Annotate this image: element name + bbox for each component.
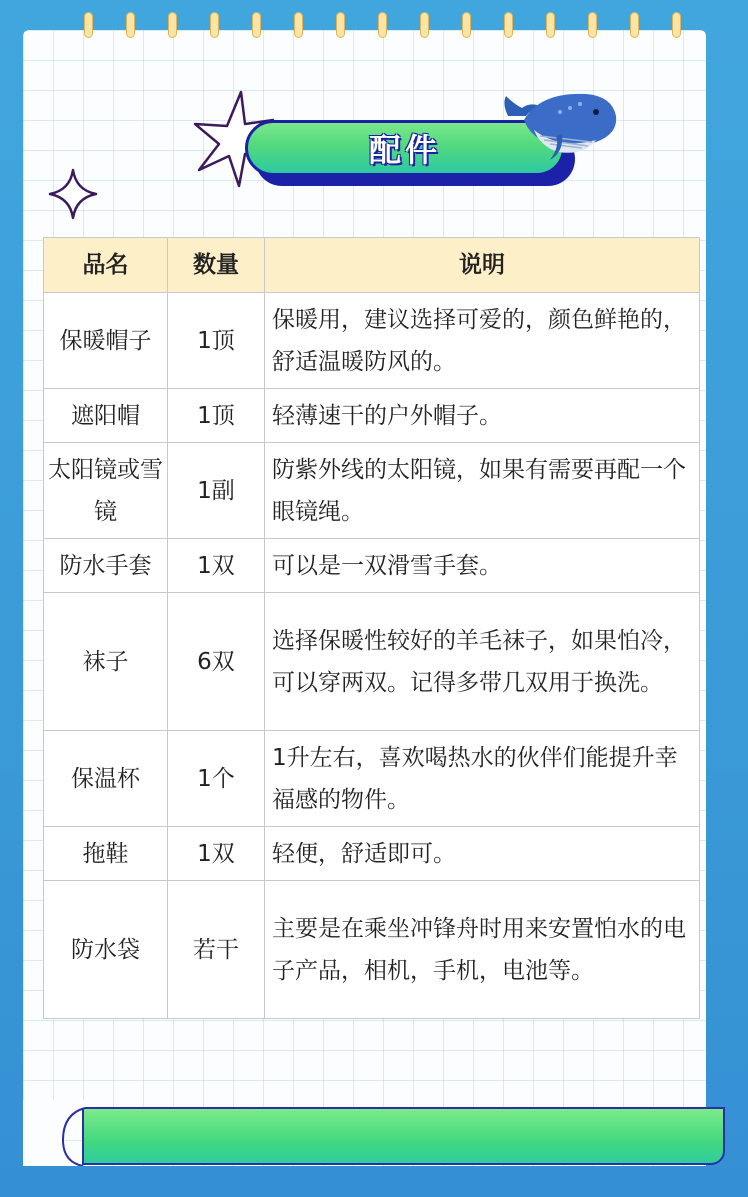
item-description: 防紫外线的太阳镜，如果有需要再配一个眼镜绳。 <box>265 443 700 539</box>
binding-ring <box>462 12 471 38</box>
item-name: 遮阳帽 <box>44 389 168 443</box>
table-row <box>44 443 700 539</box>
binding-ring <box>168 12 177 38</box>
item-quantity: 6双 <box>168 593 265 731</box>
item-name: 保暖帽子 <box>44 293 168 389</box>
binding-ring <box>420 12 429 38</box>
item-quantity: 若干 <box>168 881 265 1019</box>
page-curl <box>23 1100 93 1166</box>
item-description: 选择保暖性较好的羊毛袜子，如果怕冷，可以穿两双。记得多带几双用于换洗。 <box>265 593 700 731</box>
header-item-name: 品名 <box>44 238 168 293</box>
table-row <box>44 539 700 593</box>
binding-ring <box>672 12 681 38</box>
binding-ring <box>210 12 219 38</box>
item-quantity: 1顶 <box>168 293 265 389</box>
item-quantity: 1个 <box>168 731 265 827</box>
binding-ring <box>126 12 135 38</box>
item-description: 主要是在乘坐冲锋舟时用来安置怕水的电子产品，相机，手机，电池等。 <box>265 881 700 1019</box>
table-row <box>44 731 700 827</box>
table-row <box>44 293 700 389</box>
page-title: 配件 <box>368 131 441 169</box>
item-description: 可以是一双滑雪手套。 <box>265 539 700 593</box>
binding-ring <box>294 12 303 38</box>
item-description: 保暖用，建议选择可爱的，颜色鲜艳的，舒适温暖防风的。 <box>265 293 700 389</box>
item-description: 轻便，舒适即可。 <box>265 827 700 881</box>
whale-icon <box>500 86 620 166</box>
table-row <box>44 827 700 881</box>
binding-ring <box>588 12 597 38</box>
item-name: 防水手套 <box>44 539 168 593</box>
binding-ring <box>546 12 555 38</box>
item-description: 轻薄速干的户外帽子。 <box>265 389 700 443</box>
table-row <box>44 389 700 443</box>
binding-ring <box>336 12 345 38</box>
item-description: 1升左右，喜欢喝热水的伙伴们能提升幸福感的物件。 <box>265 731 700 827</box>
item-name: 袜子 <box>44 593 168 731</box>
table-row <box>44 881 700 1019</box>
binding-ring <box>252 12 261 38</box>
binding-ring <box>84 12 93 38</box>
binding-ring <box>378 12 387 38</box>
binding-ring <box>504 12 513 38</box>
item-name: 太阳镜或雪镜 <box>44 443 168 539</box>
item-name: 拖鞋 <box>44 827 168 881</box>
bottom-green-bar <box>82 1107 725 1165</box>
table-row <box>44 593 700 731</box>
header-description: 说明 <box>265 238 700 293</box>
item-quantity: 1副 <box>168 443 265 539</box>
binding-ring <box>630 12 639 38</box>
item-quantity: 1顶 <box>168 389 265 443</box>
item-name: 保温杯 <box>44 731 168 827</box>
header-quantity: 数量 <box>168 238 265 293</box>
item-quantity: 1双 <box>168 539 265 593</box>
sparkle-icon <box>48 168 98 220</box>
spiral-binding <box>0 12 748 42</box>
item-name: 防水袋 <box>44 881 168 1019</box>
table-header-row <box>44 238 700 293</box>
accessories-table <box>43 237 700 1019</box>
item-quantity: 1双 <box>168 827 265 881</box>
